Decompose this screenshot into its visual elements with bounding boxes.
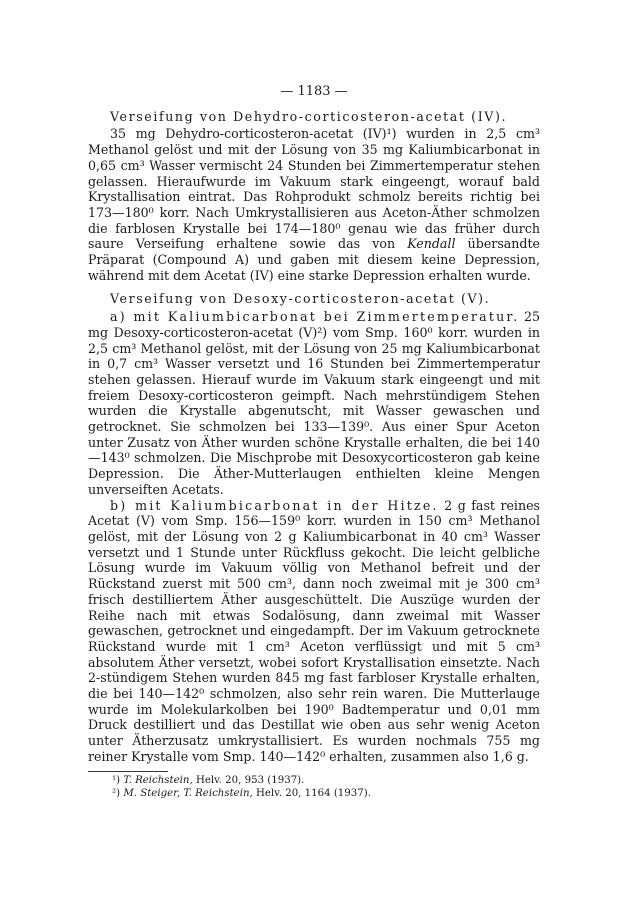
footnote-2 xyxy=(88,787,540,800)
footnote-authors: T. Reichstein, xyxy=(123,774,193,786)
footnote-marker: ²) xyxy=(112,787,121,799)
footnote-ref: Helv. 20, 1164 (1937). xyxy=(256,787,371,799)
paragraph-dehydro-text: 35 mg Dehydro-corticosteron-acetat (IV)¹) wurden in 2,5 cm³ Methanol gelöst und mit der Lösung von 35 mg Kaliumbicarbonat in 0,65 cm³ Wasser vermischt 24 Stunden bei Zimmertemperatur stehen gelassen. Hieraufwurde im Vakuum stark eingeengt, worauf bald Krystallisation eintrat. Das Rohprodukt schmolz bereits richtig bei 173—180⁰ korr. Nach Umkrystallisieren aus Aceton-Äther schmolzen die farblosen Krystalle bei 174—180⁰ genau wie das früher durch saure Verseifung erhaltene sowie das von xyxy=(88,126,540,252)
paragraph-dehydro-end: übersandte Präparat (Compound A) und gaben mit diesem keine Depression, während mit dem Acetat (IV) eine starke Depression erhalten wurde. xyxy=(88,236,540,283)
footnote-1 xyxy=(88,774,540,787)
subheading-b: b) mit Kaliumbicarbonat in der Hitze. xyxy=(110,497,439,513)
paragraph-dehydro xyxy=(88,126,540,283)
section-heading-desoxy: Verseifung von Desoxy-corticosteron-acetat (V). xyxy=(110,291,491,307)
page xyxy=(88,84,540,800)
subheading-a: a) mit Kaliumbicarbonat bei Zimmertemperatur. xyxy=(110,309,520,325)
paragraph-a-text: 25 mg Desoxy-corticosteron-acetat (V)²) vom Smp. 160⁰ korr. wurden in 2,5 cm³ Methanol gelöst, mit der Lösung von 25 mg Kaliumbicarbonat in 0,7 cm³ Wasser versetzt und 16 Stunden bei Zimmertemperatur stehen gelassen. Hierauf wurde im Vakuum stark eingeengt und mit freiem Desoxy-corticosteron geimpft. Nach mehrstündigem Stehen wurden die Krystalle abgenutscht, mit Wasser gewaschen und getrocknet. Sie schmolzen bei 133—139⁰. Aus einer Spur Aceton unter Zusatz von Äther wurden schöne Krystalle erhalten, die bei 140—143⁰ schmolzen. Die Mischprobe mit Desoxycorticosteron gab keine Depression. Die Äther-Mutterlaugen enthielten kleine Mengen unverseiften Acetats. xyxy=(88,309,540,497)
section-gap xyxy=(88,283,540,291)
paragraph-b-text: 2 g fast reines Acetat (V) vom Smp. 156—159⁰ korr. wurden in 150 cm³ Methanol gelöst, mit der Lösung von 2 g Kaliumbicarbonat in 40 cm³ Wasser versetzt und 1 Stunde unter Rückfluss gekocht. Die leicht gelbliche Lösung wurde im Vakuum völlig von Methanol befreit und der Rückstand zuerst mit 500 cm³, dann noch zweimal mit je 300 cm³ frisch destilliertem Äther ausgeschüttelt. Die Auszüge wurden der Reihe nach mit etwas Sodalösung, dann zweimal mit Wasser gewaschen, getrocknet und eingedampft. Der im Vakuum getrocknete Rückstand wurde mit 1 cm³ Aceton verflüssigt und mit 5 cm³ absolutem Äther versetzt, wobei sofort Krystallisation einsetzte. Nach 2-stündigem Stehen wurden 845 mg fast farbloser Krystalle erhalten, die bei 140—142⁰ schmolzen, also sehr rein waren. Die Mutterlauge wurde im Molekularkolben bei 190⁰ Badtemperatur und 0,01 mm Druck destilliert und das Destillat wie oben aus sehr wenig Aceton unter Ätherzusatz umkrystallisiert. Es wurden nochmals 755 mg reiner Krystalle vom Smp. 140—142⁰ erhalten, zusammen also 1,6 g. xyxy=(88,497,540,764)
kendall-name: Kendall xyxy=(407,236,456,252)
section-heading-dehydro: Verseifung von Dehydro-corticosteron-acetat (IV). xyxy=(110,108,508,124)
paragraph-b xyxy=(88,498,540,765)
paragraph-a xyxy=(88,309,540,497)
footnote-marker: ¹) xyxy=(112,774,121,786)
page-number: — 1183 — xyxy=(280,84,348,99)
footnote-rule xyxy=(88,771,168,772)
footnote-ref: Helv. 20, 953 (1937). xyxy=(195,774,305,786)
footnote-authors: M. Steiger, T. Reichstein, xyxy=(123,787,253,799)
